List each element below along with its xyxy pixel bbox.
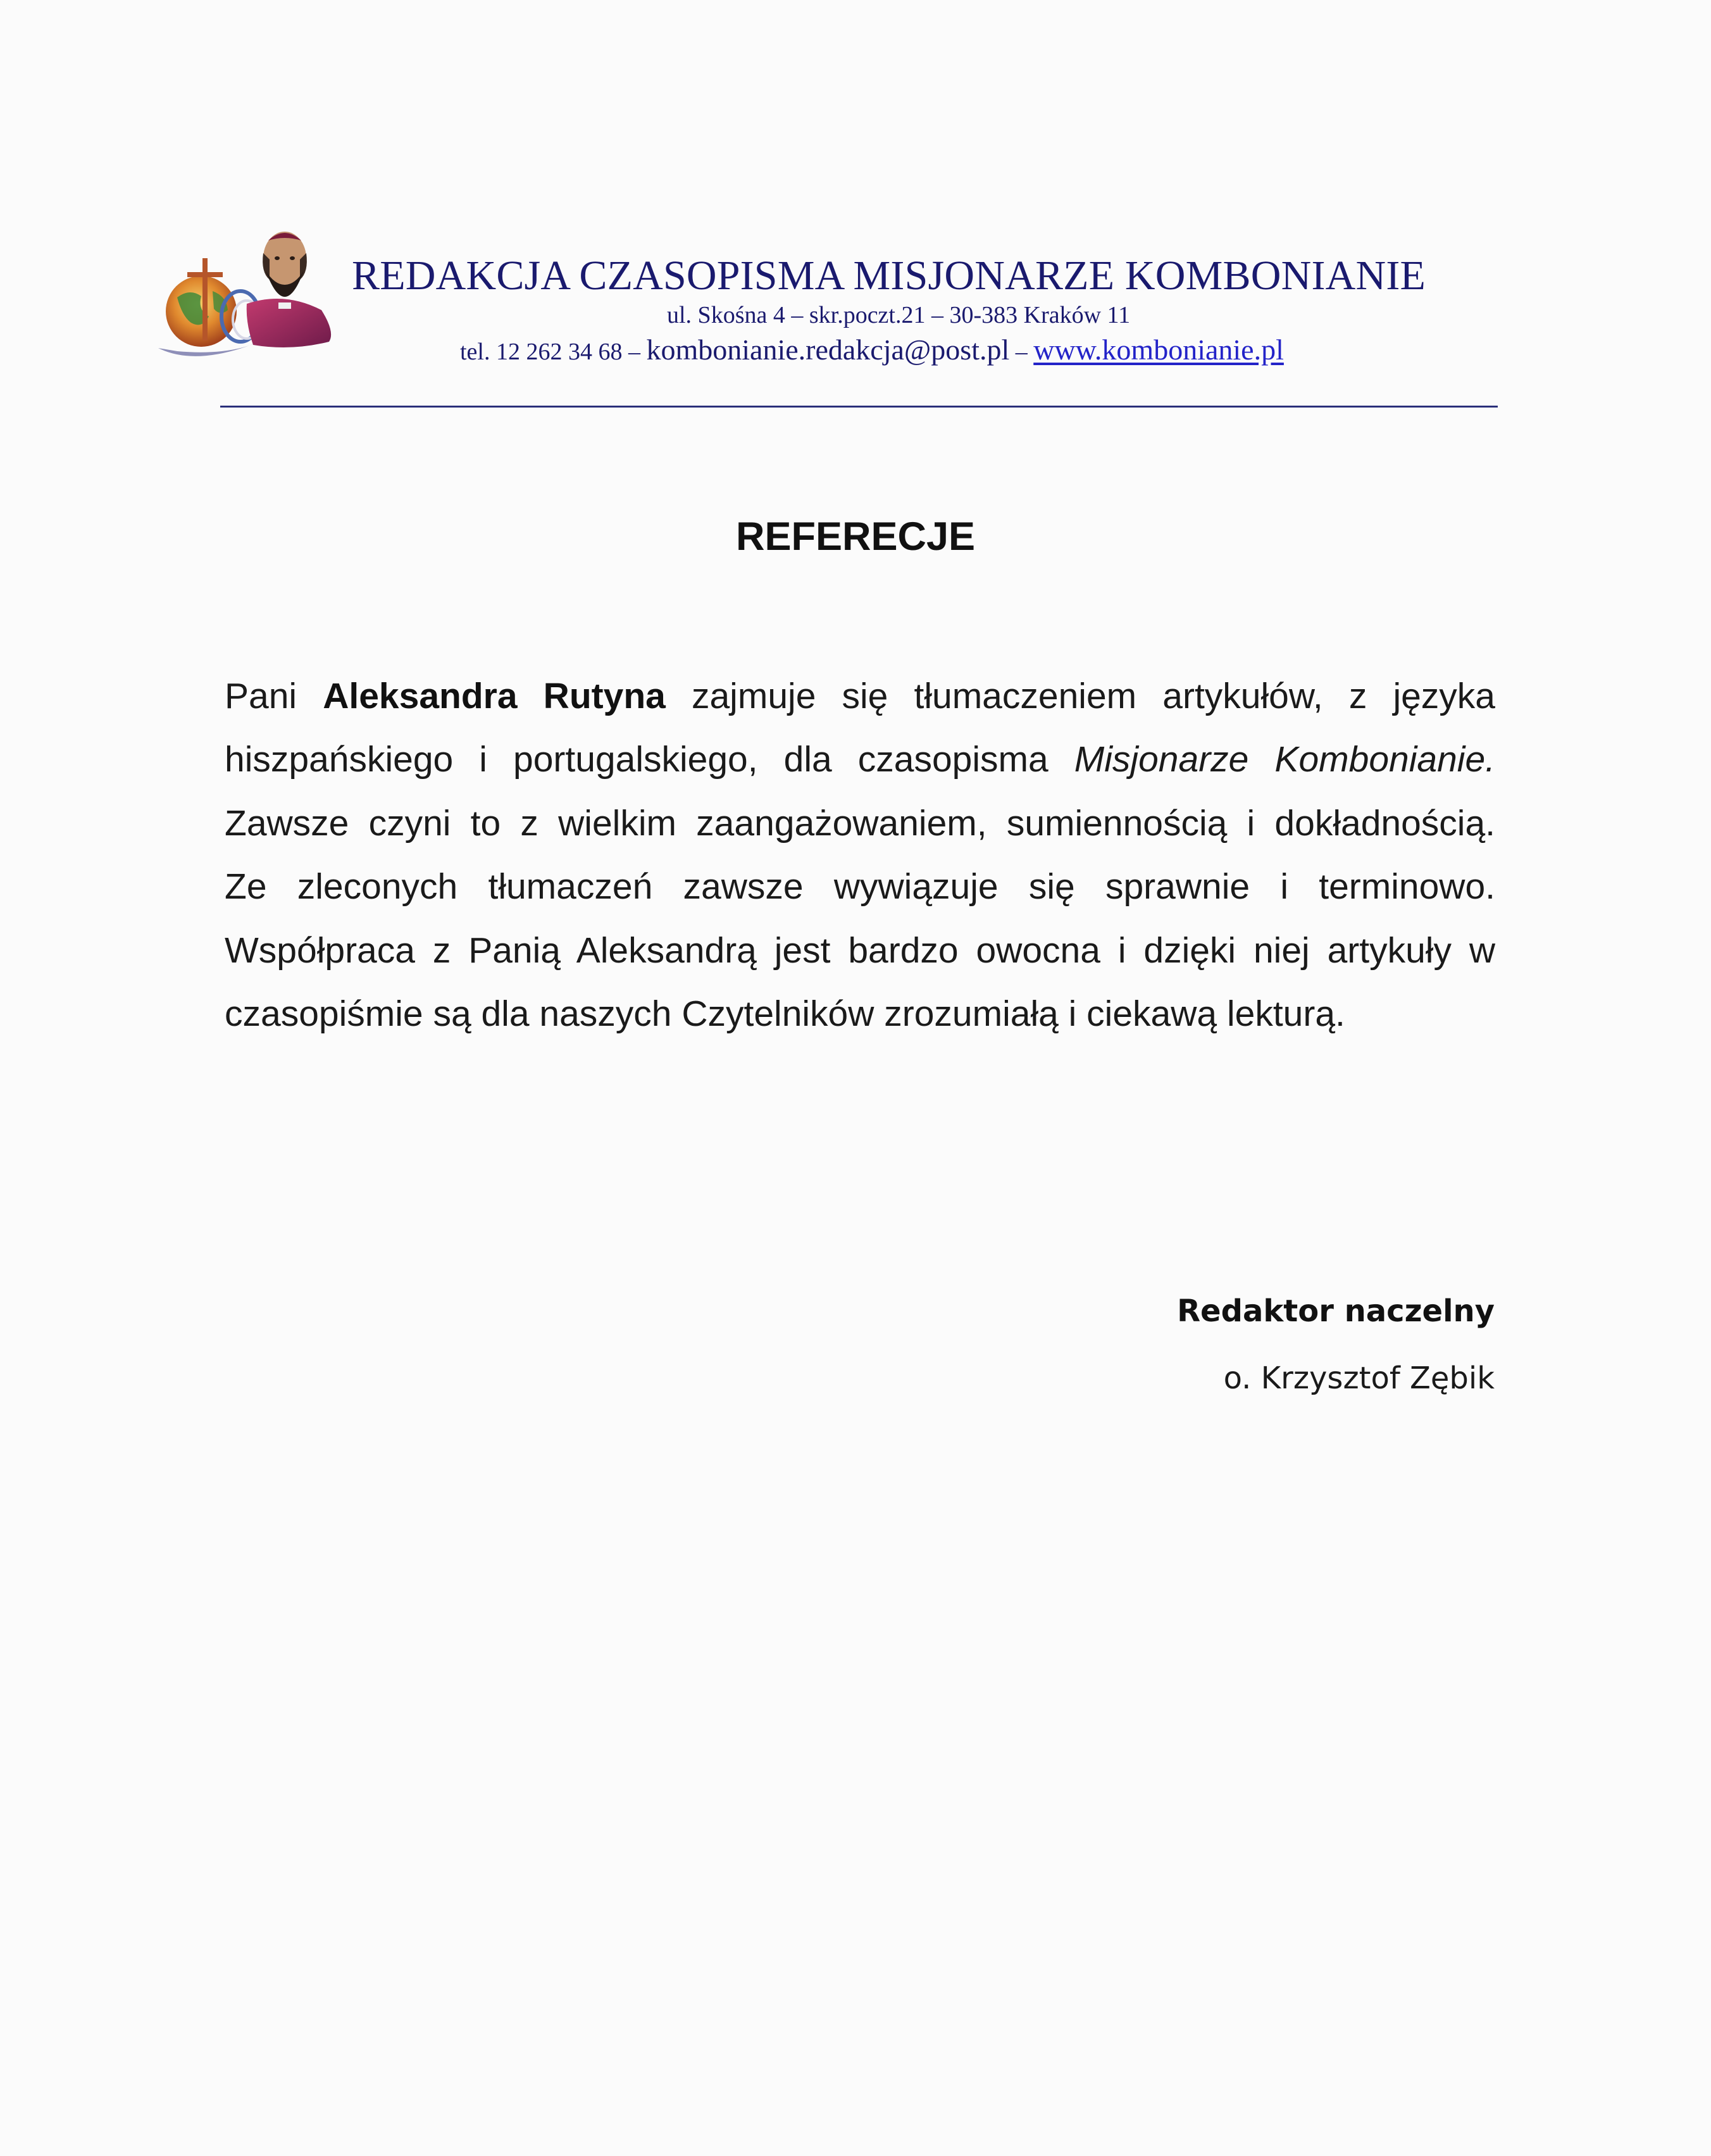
letterhead-title: REDAKCJA CZASOPISMA MISJONARZE KOMBONIANIE [352, 252, 1426, 299]
reference-paragraph [225, 664, 1495, 1045]
letterhead-divider [220, 406, 1498, 408]
magazine-name: Misjonarze Kombonianie. [1074, 739, 1495, 780]
document-title: REFERECJE [735, 514, 976, 559]
paragraph-line-2 [225, 728, 1495, 791]
paragraph-line-6: czasopiśmie są dla naszych Czytelników zrozumiałą i ciekawą lekturą. [225, 993, 1345, 1034]
letterhead-email[interactable]: kombonianie.redakcja@post.pl [646, 333, 1010, 366]
signature-role: Redaktor naczelny [1177, 1293, 1495, 1329]
paragraph-line-1 [225, 664, 1495, 728]
paragraph-text: Pani [225, 676, 323, 716]
signature-name: o. Krzysztof Zębik [1223, 1361, 1495, 1396]
kombonianie-logo-icon [152, 221, 342, 361]
paragraph-line-4: Ze zleconych tłumaczeń zawsze wywiązuje się sprawnie i terminowo. [225, 866, 1495, 907]
paragraph-text: hiszpańskiego i portugalskiego, dla czasopisma [225, 739, 1074, 780]
paragraph-line-3: Zawsze czyni to z wielkim zaangażowaniem, sumiennością i dokładnością. [225, 802, 1495, 844]
letterhead-separator: – [1009, 339, 1034, 365]
letterhead-contact [460, 333, 1284, 366]
translator-name: Aleksandra Rutyna [323, 676, 666, 716]
letterhead-address: ul. Skośna 4 – skr.poczt.21 – 30-383 Kraków 11 [667, 302, 1131, 328]
letterhead-website-link[interactable]: www.kombonianie.pl [1033, 333, 1284, 366]
paragraph-line-5: Współpraca z Panią Aleksandrą jest bardzo owocna i dzięki niej artykuły w [225, 930, 1495, 971]
letterhead-phone: tel. 12 262 34 68 – [460, 339, 647, 365]
paragraph-text: zajmuje się tłumaczeniem artykułów, z języka [665, 676, 1496, 716]
